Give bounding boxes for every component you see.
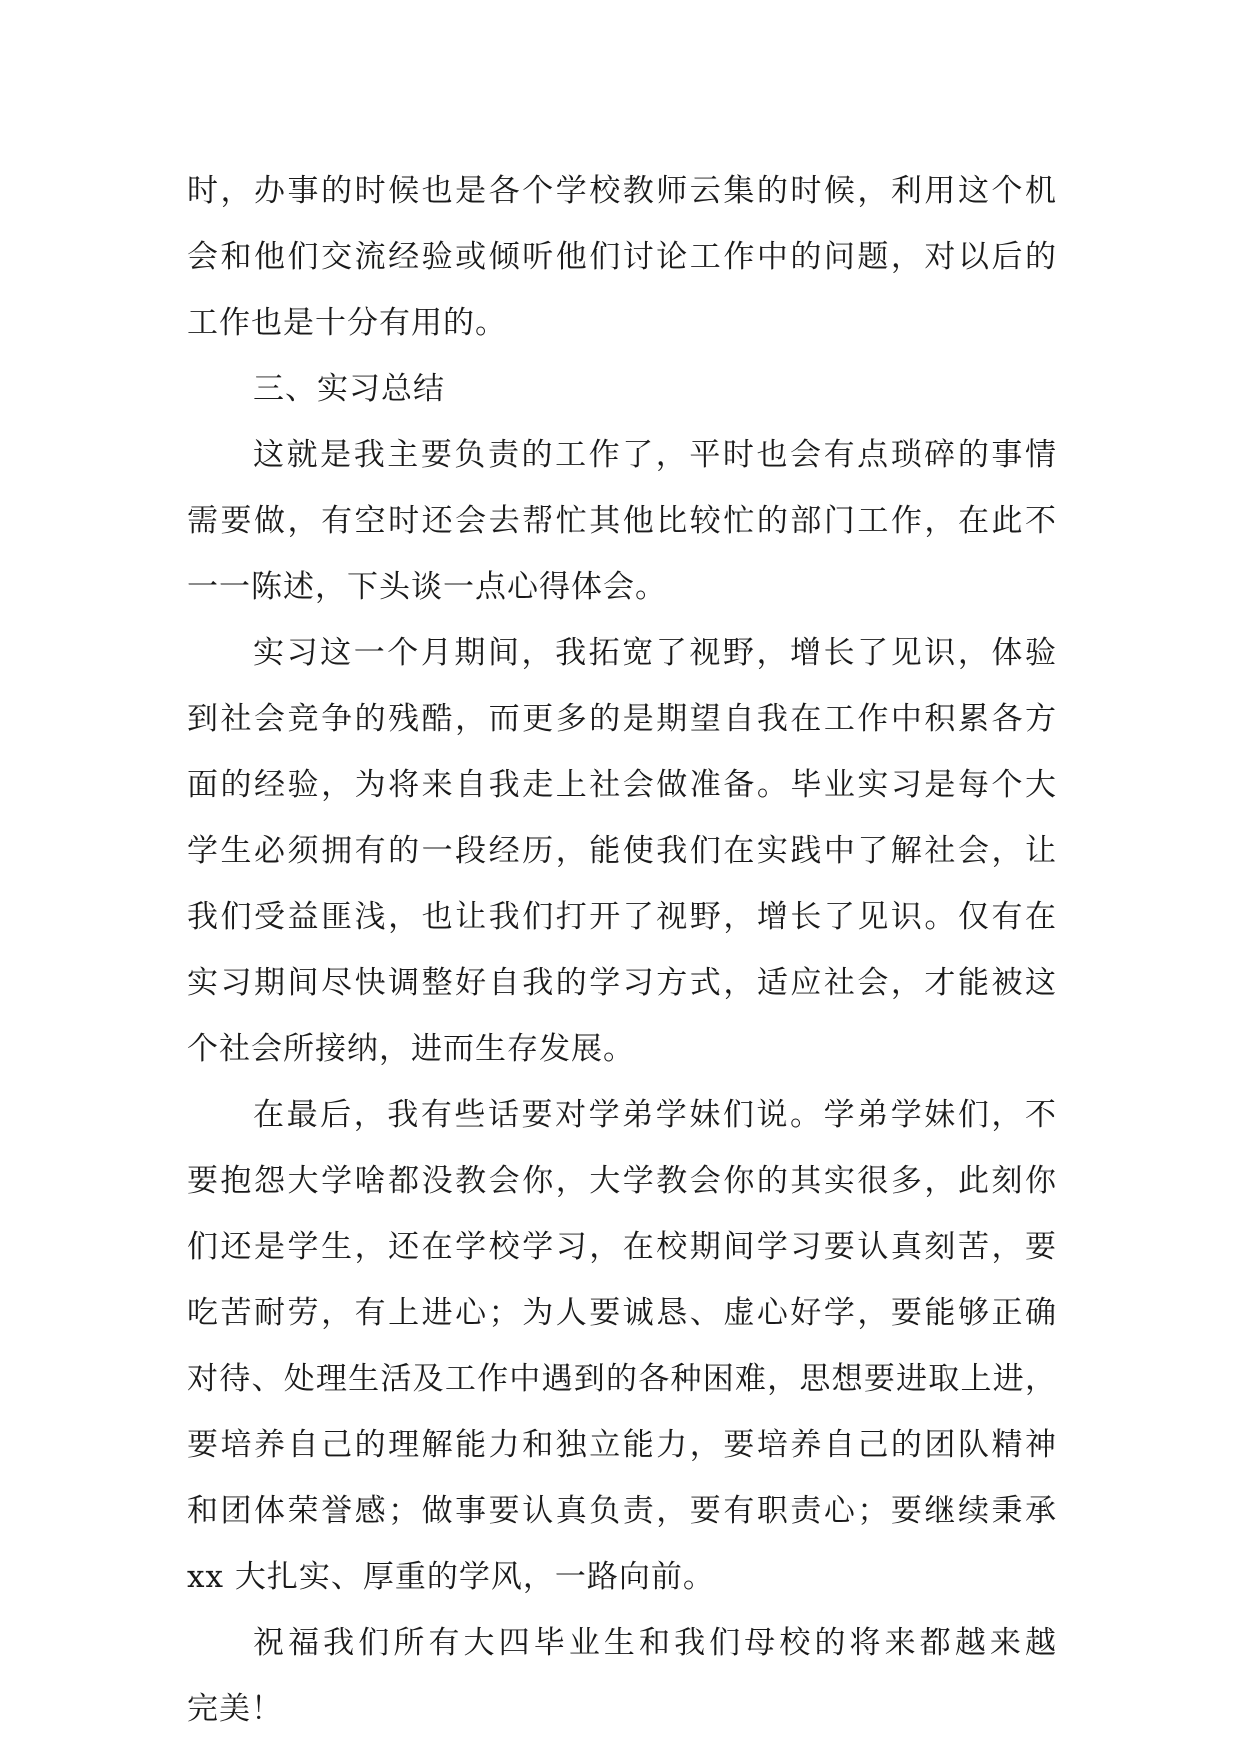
text-line: 我们受益匪浅，也让我们打开了视野，增长了见识。仅有在 (187, 899, 1057, 935)
text-line: 完美！ (187, 1691, 283, 1727)
document-body (187, 158, 1057, 1742)
text-line: 实习这一个月期间，我拓宽了视野，增长了见识，体验 (253, 635, 1057, 671)
section-heading: 三、实习总结 (253, 371, 445, 407)
text-line: 需要做，有空时还会去帮忙其他比较忙的部门工作，在此不 (187, 503, 1057, 539)
text-line: 面的经验，为将来自我走上社会做准备。毕业实习是每个大 (187, 767, 1057, 803)
text-line: 们还是学生，还在学校学习，在校期间学习要认真刻苦，要 (187, 1229, 1057, 1265)
text-line: 学生必须拥有的一段经历，能使我们在实践中了解社会，让 (187, 833, 1057, 869)
text-line: 在最后，我有些话要对学弟学妹们说。学弟学妹们，不 (253, 1097, 1057, 1133)
text-line: 会和他们交流经验或倾听他们讨论工作中的问题，对以后的 (187, 239, 1057, 275)
text-line: 对待、处理生活及工作中遇到的各种困难，思想要进取上进， (187, 1361, 1057, 1397)
text-line: 工作也是十分有用的。 (187, 305, 507, 341)
text-line: 这就是我主要负责的工作了，平时也会有点琐碎的事情 (253, 437, 1057, 473)
text-line: xx 大扎实、厚重的学风，一路向前。 (187, 1559, 715, 1595)
text-line: 和团体荣誉感；做事要认真负责，要有职责心；要继续秉承 (187, 1493, 1057, 1529)
text-line: 到社会竞争的残酷，而更多的是期望自我在工作中积累各方 (187, 701, 1057, 737)
text-line: 要培养自己的理解能力和独立能力，要培养自己的团队精神 (187, 1427, 1057, 1463)
text-line: 个社会所接纳，进而生存发展。 (187, 1031, 635, 1067)
text-line: 吃苦耐劳，有上进心；为人要诚恳、虚心好学，要能够正确 (187, 1295, 1057, 1331)
text-line: 祝福我们所有大四毕业生和我们母校的将来都越来越 (253, 1625, 1057, 1661)
text-line: 实习期间尽快调整好自我的学习方式，适应社会，才能被这 (187, 965, 1057, 1001)
text-line: 时，办事的时候也是各个学校教师云集的时候，利用这个机 (187, 173, 1057, 209)
text-line: 要抱怨大学啥都没教会你，大学教会你的其实很多，此刻你 (187, 1163, 1057, 1199)
text-line: 一一陈述，下头谈一点心得体会。 (187, 569, 667, 605)
